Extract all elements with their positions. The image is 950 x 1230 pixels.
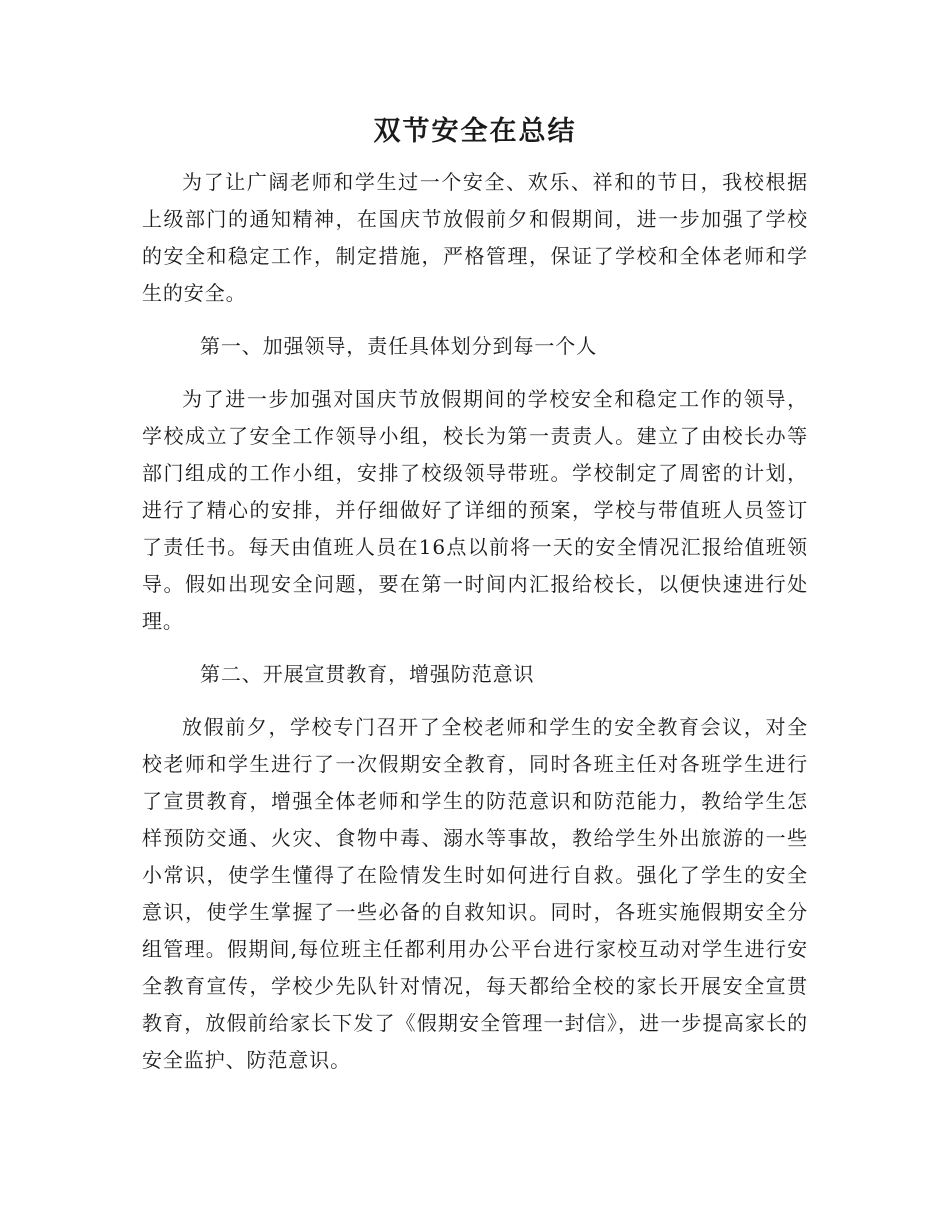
paragraph-intro: 为了让广阔老师和学生过一个安全、欢乐、祥和的节日，我校根据上级部门的通知精神，在国庆节放假前夕和假期间，进一步加强了学校的安全和稳定工作，制定措施，严格管理，保证了学校和全体老师和学生的安全。 <box>142 170 808 305</box>
paragraph-gap <box>142 365 808 381</box>
paragraph-gap <box>142 693 808 709</box>
document-body <box>142 164 808 1079</box>
section-heading-1: 第一、加强领导，责任具体划分到每一个人 <box>200 334 598 358</box>
document-title: 双节安全在总结 <box>373 116 577 147</box>
paragraph-section-2: 放假前夕，学校专门召开了全校老师和学生的安全教育会议，对全校老师和学生进行了一次假期安全教育，同时各班主任对各班学生进行了宣贯教育，增强全体老师和学生的防范意识和防范能力，教给学生怎样预防交通、火灾、食物中毒、溺水等事故，教给学生外出旅游的一些小常识，使学生懂得了在险情发生时如何进行自救。强化了学生的安全意识，使学生掌握了一些必备的自救知识。同时，各班实施假期安全分组管理。假期间,每位班主任都利用办公平台进行家校互动对学生进行安全教育宣传，学校少先队针对情况，每天都给全校的家长开展安全宣贯教育，放假前给家长下发了《假期安全管理一封信》，进一步提高家长的安全监护、防范意识。 <box>142 715 808 1072</box>
paragraph-section-1: 为了进一步加强对国庆节放假期间的学校安全和稳定工作的领导，学校成立了安全工作领导小组，校长为第一责责人。建立了由校长办等部门组成的工作小组，安排了校级领导带班。学校制定了周密的计划，进行了精心的安排，并仔细做好了详细的预案，学校与带值班人员签订了责任书。每天由值班人员在16点以前将一天的安全情况汇报给值班领导。假如出现安全问题，要在第一时间内汇报给校长，以便快速进行处理。 <box>142 387 808 633</box>
paragraph-gap <box>142 640 808 656</box>
paragraph-gap <box>142 312 808 328</box>
section-heading-2: 第二、开展宣贯教育，增强防范意识 <box>200 662 535 686</box>
